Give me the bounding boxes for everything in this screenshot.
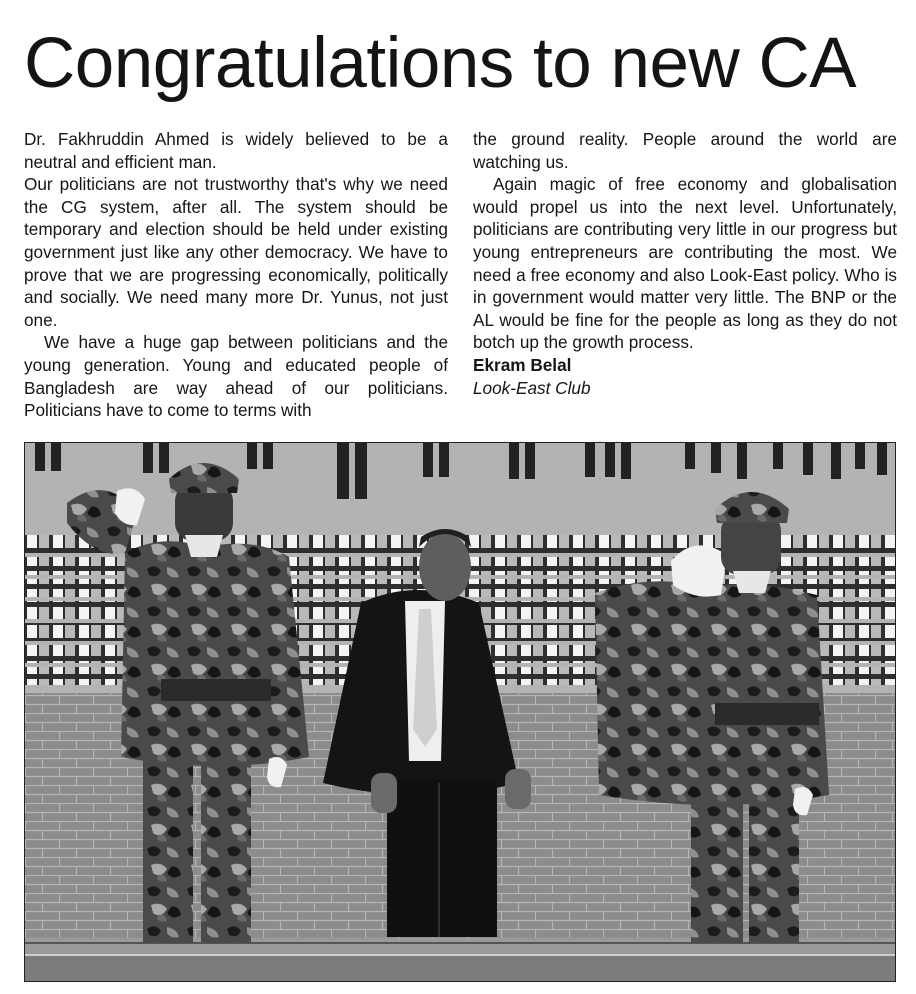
article-column-right [473,128,897,399]
paragraph: We have a huge gap between politicians and the young generation. Young and educated people of Bangladesh are way ahead of our politicians. Politicians have to come to terms with [24,332,448,421]
author-name: Ekram Belal [473,354,572,375]
news-photo [24,442,896,982]
photo-illustration [25,443,896,982]
author-affiliation: Look-East Club [473,377,591,398]
paragraph: Again magic of free economy and globalisation would propel us into the next level. Unfortunately, politicians are contributing very little in our progress but young entrepreneurs are contributing the most. We need a free economy and also Look-East policy. Who is in government would matter very little. The BNP or the AL would be fine for the people as long as they do not botch up the growth process. [473,174,897,353]
article-headline: Congratulations to new CA [24,24,857,103]
article-column-left [24,128,448,422]
paragraph: Dr. Fakhruddin Ahmed is widely believed to be a neutral and efficient man. [24,129,448,172]
paragraph: the ground reality. People around the world are watching us. [473,129,897,172]
paragraph: Our politicians are not trustworthy that's why we need the CG system, after all. The system should be temporary and election should be held under existing government just like any other democracy. We have to prove that we are progressing economically, politically and socially. We need many more Dr. Yunus, not just one. [24,174,448,330]
